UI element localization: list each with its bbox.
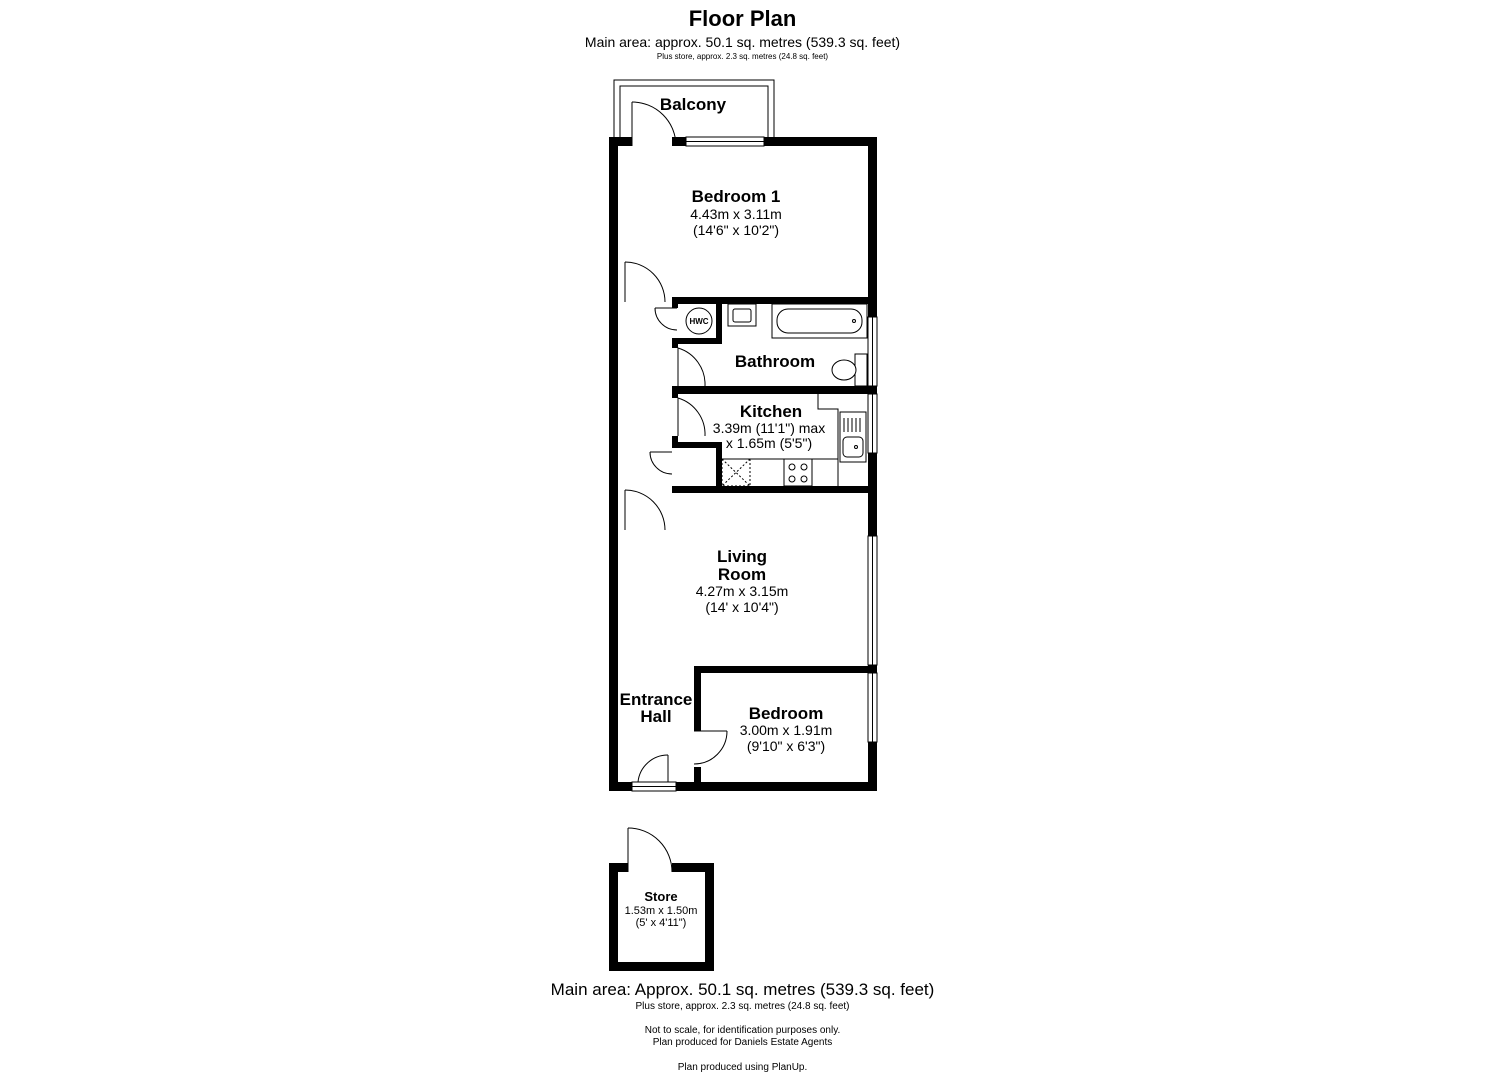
store-label: Store [644,889,678,904]
footer-area: Main area: Approx. 50.1 sq. metres (539.3 sq. feet) [550,980,935,999]
bedroom1-imperial: (14'6" x 10'2") [692,222,780,238]
store-metric: 1.53m x 1.50m [624,905,698,917]
kitchen-dims-2: x 1.65m (5'5") [725,435,813,451]
living-room-metric: 4.27m x 3.15m [695,583,789,599]
bedroom2-label: Bedroom [748,704,824,723]
living-room-imperial: (14' x 10'4") [705,599,779,615]
footer-store-note: Plus store, approx. 2.3 sq. metres (24.8 sq. feet) [635,1001,850,1012]
toilet-cistern [855,354,867,386]
kitchen-label: Kitchen [739,402,803,421]
living-room-label-1: Living [716,547,768,566]
entrance-hall-label-2: Hall [640,707,672,726]
kitchen-dims-1: 3.39m (11'1") max [712,420,826,436]
bedroom1-metric: 4.43m x 3.11m [690,206,782,222]
entrance-hall-label-1: Entrance [619,690,693,709]
plan-subtitle: Main area: approx. 50.1 sq. metres (539.3 sq. feet) [584,34,901,50]
bedroom2-metric: 3.00m x 1.91m [739,722,833,738]
hob [784,459,812,486]
bathroom-fixtures [728,304,867,386]
bedroom2-imperial: (9'10" x 6'3") [746,738,826,754]
footer-credit: Plan produced using PlanUp. [677,1062,808,1073]
hwc-cylinder [686,308,712,334]
bathroom-label: Bathroom [734,352,816,371]
toilet-bowl [832,360,856,380]
plan-title: Floor Plan [688,6,797,31]
hwc-label: HWC [689,317,709,326]
store-imperial: (5' x 4'11") [635,917,687,929]
footer-disclaimer-1: Not to scale, for identification purposes only. [644,1025,841,1036]
bedroom1-label: Bedroom 1 [691,187,781,206]
store-door [628,828,672,872]
plan-store-note: Plus store, approx. 2.3 sq. metres (24.8 sq. feet) [656,52,829,61]
living-room-label-2: Room [717,565,767,584]
balcony-label: Balcony [659,95,727,114]
footer-disclaimer-2: Plan produced for Daniels Estate Agents [652,1037,833,1048]
